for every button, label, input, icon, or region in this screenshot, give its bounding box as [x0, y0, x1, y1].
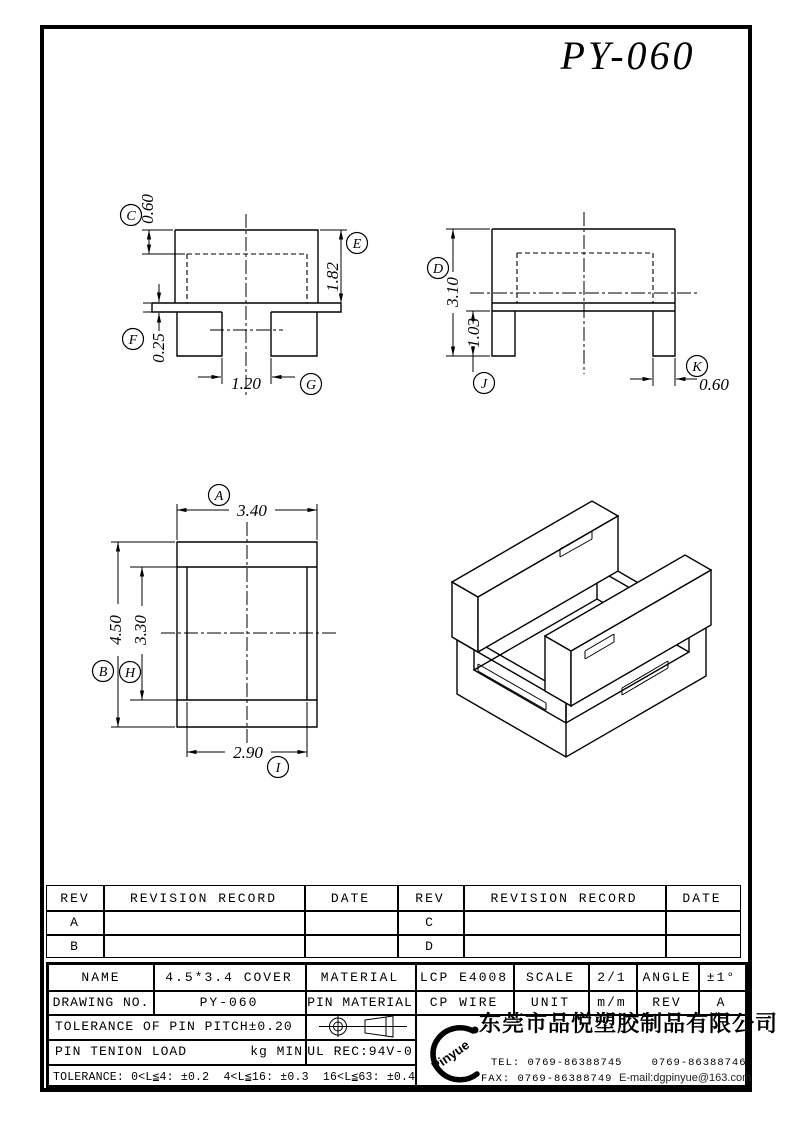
- dim-letter-e: E: [352, 237, 362, 252]
- name-value: 4.5*3.4 COVER: [165, 970, 293, 985]
- record-header-1: REVISION RECORD: [129, 890, 278, 906]
- dim-value-i: 2.90: [233, 743, 263, 762]
- material-label: MATERIAL: [320, 970, 400, 985]
- scale-value: 2/1: [597, 970, 627, 985]
- company-block: [415, 1011, 779, 1088]
- date-header-1: DATE: [330, 890, 371, 906]
- dim-letter-b: B: [98, 665, 108, 680]
- dim-letter-i: I: [275, 761, 281, 776]
- dim-value-e: 1.82: [323, 262, 342, 292]
- pin-tension-label: PIN TENION LOAD: [55, 1044, 188, 1059]
- table-line: [47, 910, 740, 912]
- material-value: LCP E4008: [419, 970, 509, 985]
- isometric-view: [452, 501, 711, 757]
- dim-letter-d: D: [432, 262, 444, 277]
- tolerance-note: TOLERANCE: 0<L≦4: ±0.2 4<L≦16: ±0.3 16<L≦63: ±0.4: [53, 1070, 416, 1084]
- rev-row-c: C: [425, 914, 435, 930]
- drawing-no-label: DRAWING NO.: [52, 994, 150, 1010]
- record-header-2: REVISION RECORD: [490, 890, 638, 906]
- unit-label: UNIT: [530, 994, 571, 1010]
- rev-header-1: REV: [60, 890, 90, 906]
- side-hidden-lines: [517, 253, 653, 303]
- company-email: E-mail:dgpinyue@163.com: [619, 1072, 752, 1084]
- name-label: NAME: [81, 970, 121, 985]
- rev-row-a: A: [70, 914, 80, 930]
- dim-value-g: 1.20: [231, 374, 261, 393]
- company-tel: TEL: 0769-86388745 0769-86388746: [491, 1057, 747, 1069]
- revision-table: [46, 885, 741, 958]
- unit-value: m/m: [597, 994, 627, 1010]
- dim-letter-f: F: [128, 333, 138, 348]
- third-angle-projection-icon: [305, 1014, 415, 1039]
- rev-row-b: B: [70, 938, 80, 954]
- pin-pitch-tolerance: TOLERANCE OF PIN PITCH±0.20: [55, 1019, 293, 1034]
- dim-value-j: 1.03: [464, 318, 483, 348]
- dim-value-b: 4.50: [106, 615, 125, 645]
- front-centerlines: [210, 214, 283, 396]
- dim-letter-c: C: [126, 209, 136, 224]
- angle-label: ANGLE: [642, 970, 692, 985]
- scale-label: SCALE: [525, 970, 575, 985]
- company-fax: FAX: 0769-86388749: [481, 1073, 613, 1085]
- side-view: [428, 212, 730, 394]
- dim-value-h: 3.30: [131, 615, 150, 645]
- dim-value-d: 3.10: [443, 277, 462, 307]
- dim-letter-j: J: [480, 377, 488, 392]
- rev-header-2: REV: [415, 890, 445, 906]
- drawing-no-value: PY-060: [199, 994, 259, 1010]
- rev-value: A: [716, 994, 727, 1010]
- page-title: PY-060: [560, 33, 696, 78]
- dim-letter-k: K: [692, 360, 702, 375]
- dim-value-a: 3.40: [237, 501, 267, 520]
- title-block: [46, 962, 779, 1088]
- date-header-2: DATE: [682, 890, 722, 906]
- pin-material-label: PIN MATERIAL: [307, 994, 413, 1010]
- dim-letter-g: G: [305, 378, 317, 393]
- pin-tension-unit: kg MIN: [250, 1044, 303, 1059]
- table-line: [47, 934, 740, 936]
- dim-letter-h: H: [124, 666, 136, 681]
- dim-letter-a: A: [214, 489, 224, 504]
- dim-value-k: 0.60: [699, 375, 729, 394]
- pin-material-value: CP WIRE: [429, 994, 499, 1010]
- side-centerlines: [470, 212, 698, 374]
- company-name: 东莞市品悦塑胶制品有限公司: [479, 1011, 779, 1036]
- dim-value-f: 0.25: [149, 333, 168, 363]
- front-view: [121, 194, 368, 396]
- rev-label: REV: [652, 994, 682, 1010]
- front-hidden-lines: [187, 254, 307, 303]
- dim-value-c: 0.60: [138, 194, 157, 224]
- logo-text: Pinyue: [428, 1037, 473, 1074]
- rev-row-d: D: [425, 938, 435, 954]
- angle-value: ±1°: [706, 970, 737, 985]
- plan-view: [93, 485, 339, 778]
- ul-rec-value: UL REC:94V-0: [307, 1044, 413, 1059]
